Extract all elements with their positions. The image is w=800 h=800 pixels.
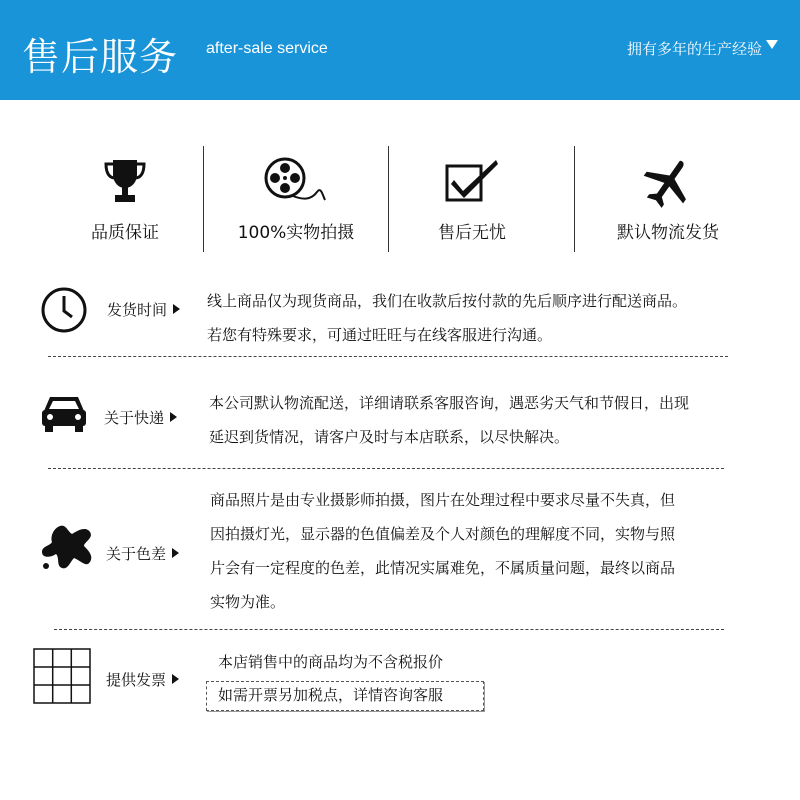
- triangle-right-icon: [170, 412, 177, 422]
- text-line: 本店销售中的商品均为不含税报价: [218, 653, 444, 671]
- text-line: 本公司默认物流配送，详细请联系客服咨询，遇恶劣天气和节假日，出现: [209, 394, 690, 412]
- triangle-right-icon: [172, 674, 179, 684]
- section-label-text: 关于色差: [106, 545, 167, 563]
- checkbox-icon: [444, 156, 500, 210]
- grid-icon: [33, 648, 91, 708]
- section-label: [104, 407, 177, 428]
- section-text: [210, 483, 675, 619]
- text-line: 因拍摄灯光，显示器的色值偏差及个人对颜色的理解度不同，实物与照: [210, 525, 676, 543]
- text-line: 片会有一定程度的色差，此情况实属难免，不属质量问题，最终以商品: [210, 559, 676, 577]
- text-line: 如需开票另加税点，详情咨询客服: [218, 686, 444, 704]
- text-line: 延迟到货情况，请客户及时与本店联系，以尽快解决。: [209, 428, 570, 446]
- trophy-icon: [102, 156, 148, 210]
- section-text: [209, 386, 689, 454]
- airplane-icon: [640, 156, 696, 214]
- divider: [203, 146, 204, 252]
- paint-splash-icon: [40, 522, 96, 576]
- section-text: [207, 284, 687, 352]
- divider: [54, 629, 724, 630]
- feature-label: 100%实物拍摄: [237, 223, 355, 243]
- triangle-down-icon: [766, 40, 778, 49]
- clock-icon: [40, 286, 88, 338]
- section-label-text: 关于快递: [104, 409, 165, 427]
- section-text: [218, 680, 443, 710]
- car-icon: [40, 393, 88, 437]
- feature-label: 品质保证: [91, 223, 159, 243]
- section-label: [107, 299, 180, 320]
- feature-label: 默认物流发货: [617, 223, 719, 243]
- page-subtitle: after-sale service: [206, 40, 328, 57]
- section-text: [218, 647, 443, 677]
- header-tagline: 拥有多年的生产经验: [626, 40, 762, 58]
- text-line: 若您有特殊要求，可通过旺旺与在线客服进行沟通。: [207, 326, 553, 344]
- section-label-text: 提供发票: [106, 671, 167, 689]
- feature-logistics: [578, 150, 758, 260]
- feature-label: 售后无忧: [438, 223, 506, 243]
- text-line: 线上商品仅为现货商品，我们在收款后按付款的先后顺序进行配送商品。: [207, 292, 688, 310]
- divider: [48, 468, 724, 469]
- section-label-text: 发货时间: [107, 301, 168, 319]
- triangle-right-icon: [173, 304, 180, 314]
- feature-real-photo: [206, 150, 386, 260]
- feature-quality: [35, 150, 215, 260]
- text-line: 商品照片是由专业摄影师拍摄，图片在处理过程中要求尽量不失真，但: [210, 491, 676, 509]
- triangle-right-icon: [172, 548, 179, 558]
- feature-worry-free: [382, 150, 562, 260]
- header-banner: [0, 0, 800, 100]
- section-label: [106, 543, 179, 564]
- section-label: [106, 669, 179, 690]
- divider: [574, 146, 575, 252]
- text-line: 实物为准。: [210, 593, 286, 611]
- divider: [48, 356, 728, 357]
- film-reel-icon: [263, 156, 329, 210]
- page-title: 售后服务: [22, 35, 179, 79]
